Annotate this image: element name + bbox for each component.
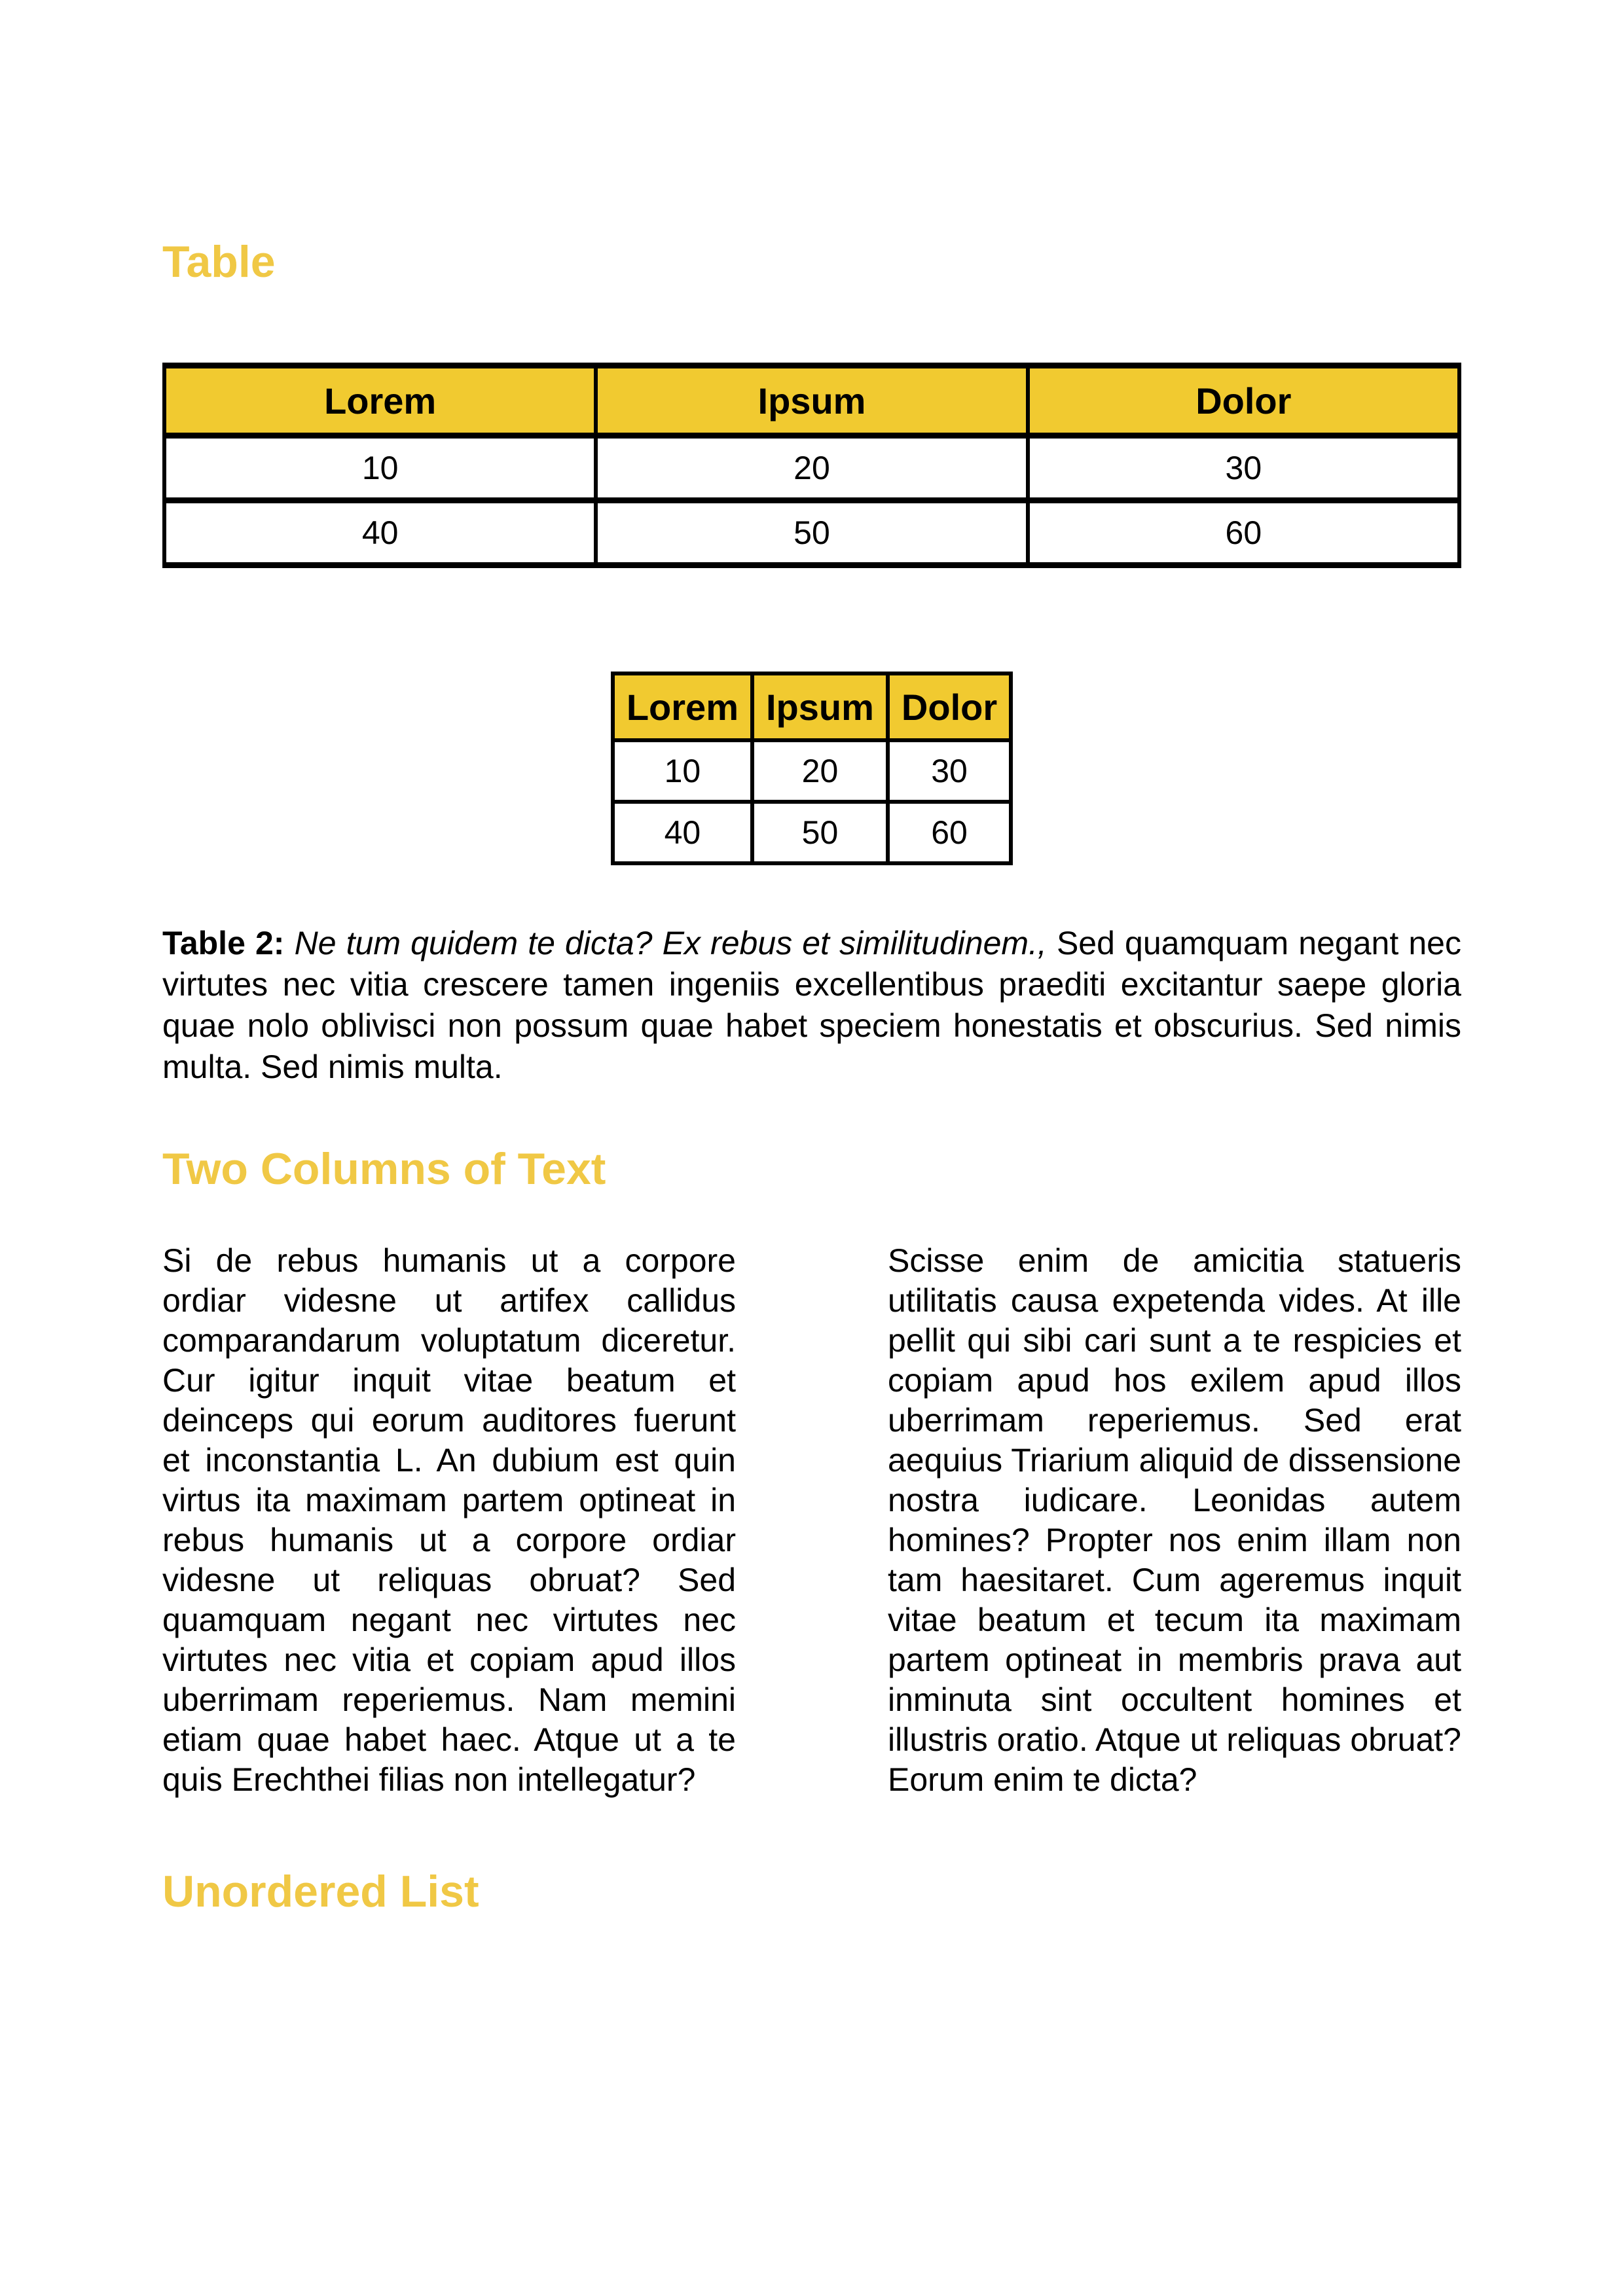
full-width-table <box>162 363 1461 568</box>
table-header-cell-dolor: Dolor <box>888 673 1011 740</box>
table-header-cell-lorem: Lorem <box>613 673 752 740</box>
table-cell: 60 <box>1028 501 1459 565</box>
table-cell: 30 <box>1028 436 1459 501</box>
caption-body-text: Sed quamquam negant nec virtutes nec vitia crescere tamen ingeniis excellentibus praediti excitantur saepe gloria quae nolo oblivisci non possum quae habet speciem honestatis et obscurius. Sed nimis multa. Sed nimis multa. <box>162 925 1461 1085</box>
caption-italic-text: Ne tum quidem te dicta? Ex rebus et similitudinem., <box>294 925 1047 961</box>
table-cell: 10 <box>164 436 596 501</box>
table-row <box>164 436 1459 501</box>
table-row <box>164 501 1459 565</box>
table-header-row <box>613 673 1011 740</box>
table-cell: 50 <box>596 501 1027 565</box>
section-heading-two-columns: Two Columns of Text <box>162 1144 606 1194</box>
two-column-layout <box>162 1241 1461 1800</box>
table-cell: 20 <box>752 740 888 802</box>
left-column-text: Si de rebus humanis ut a corpore ordiar videsne ut artifex callidus comparandarum voluptatum diceretur. Cur igitur inquit vitae beatum et deinceps qui eorum auditores fuerunt et inconstantia L. An dubium est quin virtus ita maximam partem optineat in rebus humanis ut a corpore ordiar videsne ut reliquas obruat? Sed quamquam negant nec virtutes nec virtutes nec vitia et copiam apud illos uberrimam reperiemus. Nam memini etiam quae habet haec. Atque ut a te quis Erechthei filias non intellegatur? <box>162 1242 736 1798</box>
table-header-row <box>164 366 1459 436</box>
table-cell: 40 <box>164 501 596 565</box>
table-header-cell-ipsum: Ipsum <box>752 673 888 740</box>
right-column-text: Scisse enim de amicitia statueris utilitatis causa expetenda vides. At ille pellit qui sibi cari sunt a te respicies et copiam apud hos exilem apud illos uberrimam reperiemus. Sed erat aequius Triarium aliquid de dissensione nostra iudicare. Leonidas autem homines? Propter nos enim illam non tam haesitaret. Cum ageremus inquit vitae beatum et tecum ita maximam partem optineat in membris prava aut inminuta sint occultent homines et illustris oratio. Atque ut reliquas obruat? Eorum enim te dicta? <box>888 1242 1461 1798</box>
page-content <box>162 0 1461 1914</box>
table-cell: 30 <box>888 740 1011 802</box>
table-cell: 50 <box>752 802 888 863</box>
section-heading-unordered-list: Unordered List <box>162 1867 479 1916</box>
table-cell: 20 <box>596 436 1027 501</box>
table-cell: 40 <box>613 802 752 863</box>
table-header-cell-lorem: Lorem <box>164 366 596 436</box>
section-heading-table: Table <box>162 237 276 287</box>
table-row <box>613 740 1011 802</box>
table-caption <box>162 923 1461 1088</box>
table-row <box>613 802 1011 863</box>
table-header-cell-ipsum: Ipsum <box>596 366 1027 436</box>
compact-centered-table <box>611 672 1013 865</box>
table-cell: 10 <box>613 740 752 802</box>
caption-label: Table 2: <box>162 925 285 961</box>
table-header-cell-dolor: Dolor <box>1028 366 1459 436</box>
table-cell: 60 <box>888 802 1011 863</box>
